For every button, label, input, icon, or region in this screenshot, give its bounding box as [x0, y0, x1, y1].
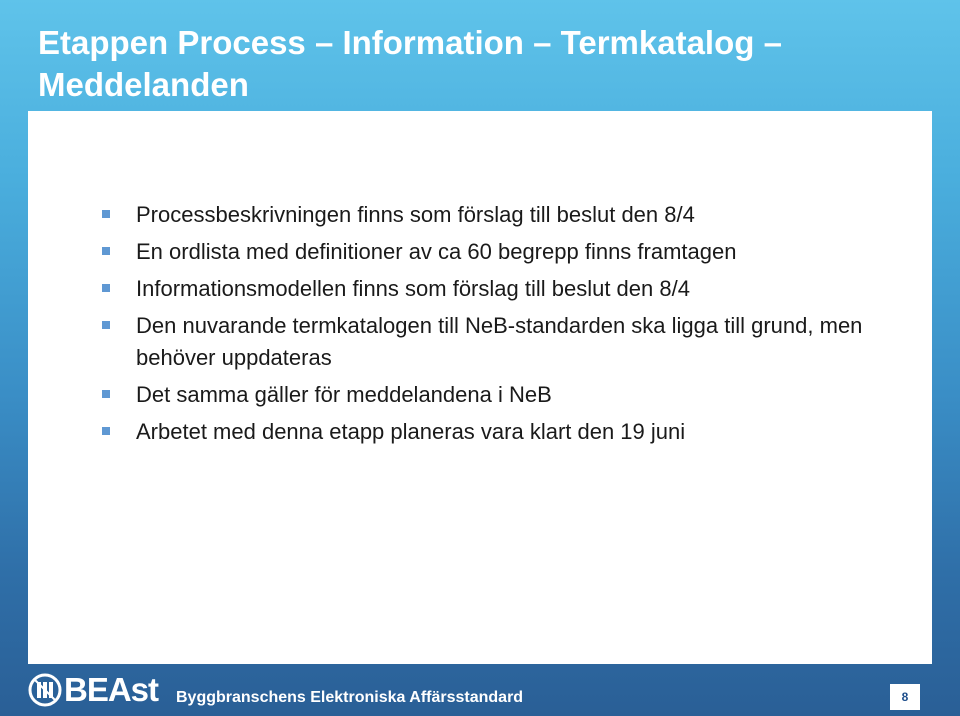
slide-title: Etappen Process – Information – Termkatalog – Meddelanden — [38, 24, 782, 103]
slide-footer — [0, 664, 960, 716]
bullet-text: Processbeskrivningen finns som förslag till beslut den 8/4 — [136, 202, 695, 227]
footer-organization: Byggbranschens Elektroniska Affärsstandard — [176, 689, 524, 706]
bullet-text: Den nuvarande termkatalogen till NeB-standarden ska ligga till grund, men behöver uppdateras — [136, 313, 863, 370]
bullet-item — [98, 236, 878, 268]
square-bullet-icon — [102, 284, 110, 292]
content-panel — [28, 111, 932, 664]
square-bullet-icon — [102, 321, 110, 329]
bullet-text: En ordlista med definitioner av ca 60 begrepp finns framtagen — [136, 239, 737, 264]
bullet-list — [98, 199, 878, 453]
beast-logo-icon — [28, 673, 62, 707]
beast-logo — [28, 672, 158, 708]
bullet-text: Det samma gäller för meddelandena i NeB — [136, 382, 552, 407]
logo-text: BEAst — [64, 671, 159, 708]
bullet-item — [98, 199, 878, 231]
bullet-item — [98, 310, 878, 374]
square-bullet-icon — [102, 427, 110, 435]
bullet-item — [98, 416, 878, 448]
page-number-box — [890, 684, 920, 710]
bullet-text: Informationsmodellen finns som förslag till beslut den 8/4 — [136, 276, 690, 301]
bullet-text: Arbetet med denna etapp planeras vara klart den 19 juni — [136, 419, 686, 444]
bullet-item — [98, 273, 878, 305]
page-number: 8 — [901, 690, 909, 704]
bullet-item — [98, 379, 878, 411]
square-bullet-icon — [102, 247, 110, 255]
square-bullet-icon — [102, 210, 110, 218]
square-bullet-icon — [102, 390, 110, 398]
